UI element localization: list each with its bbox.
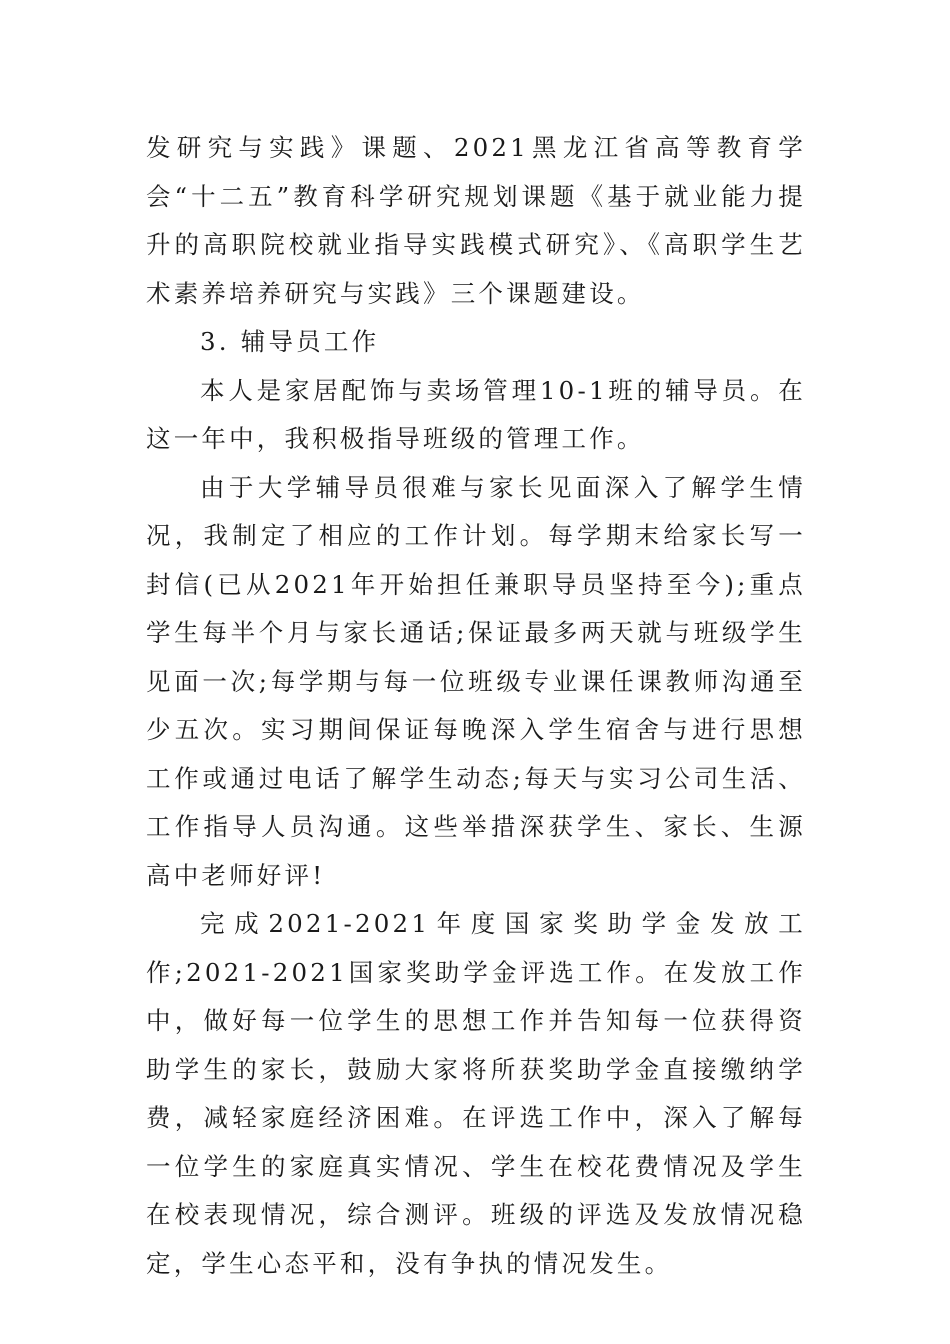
paragraph-research-topics: 发研究与实践》课题、2021黑龙江省高等教育学会“十二五”教育科学研究规划课题《基于就业能力提升的高职院校就业指导实践模式研究》、《高职学生艺术素养培养研究与实践》三个课题建设。 bbox=[146, 133, 806, 308]
section-heading-counselor-work: 3. 辅导员工作 bbox=[200, 327, 380, 356]
document-body bbox=[146, 124, 806, 1288]
paragraph-work-plan: 由于大学辅导员很难与家长见面深入了解学生情况，我制定了相应的工作计划。每学期末给家长写一封信(已从2021年开始担任兼职导员坚持至今);重点学生每半个月与家长通话;保证最多两天就与班级学生见面一次;每学期与每一位班级专业课任课教师沟通至少五次。实习期间保证每晚深入学生宿舍与进行思想工作或通过电话了解学生动态;每天与实习公司生活、工作指导人员沟通。这些举措深获学生、家长、生源高中老师好评! bbox=[146, 472, 806, 890]
paragraph-scholarship-work: 完成2021-2021年度国家奖助学金发放工作;2021-2021国家奖助学金评选工作。在发放工作中，做好每一位学生的思想工作并告知每一位获得资助学生的家长，鼓励大家将所获奖助学金直接缴纳学费，减轻家庭经济困难。在评选工作中，深入了解每一位学生的家庭真实情况、学生在校花费情况及学生在校表现情况，综合测评。班级的评选及发放情况稳定，学生心态平和，没有争执的情况发生。 bbox=[146, 909, 806, 1278]
paragraph-counselor-intro: 本人是家居配饰与卖场管理10-1班的辅导员。在这一年中，我积极指导班级的管理工作。 bbox=[146, 375, 806, 453]
